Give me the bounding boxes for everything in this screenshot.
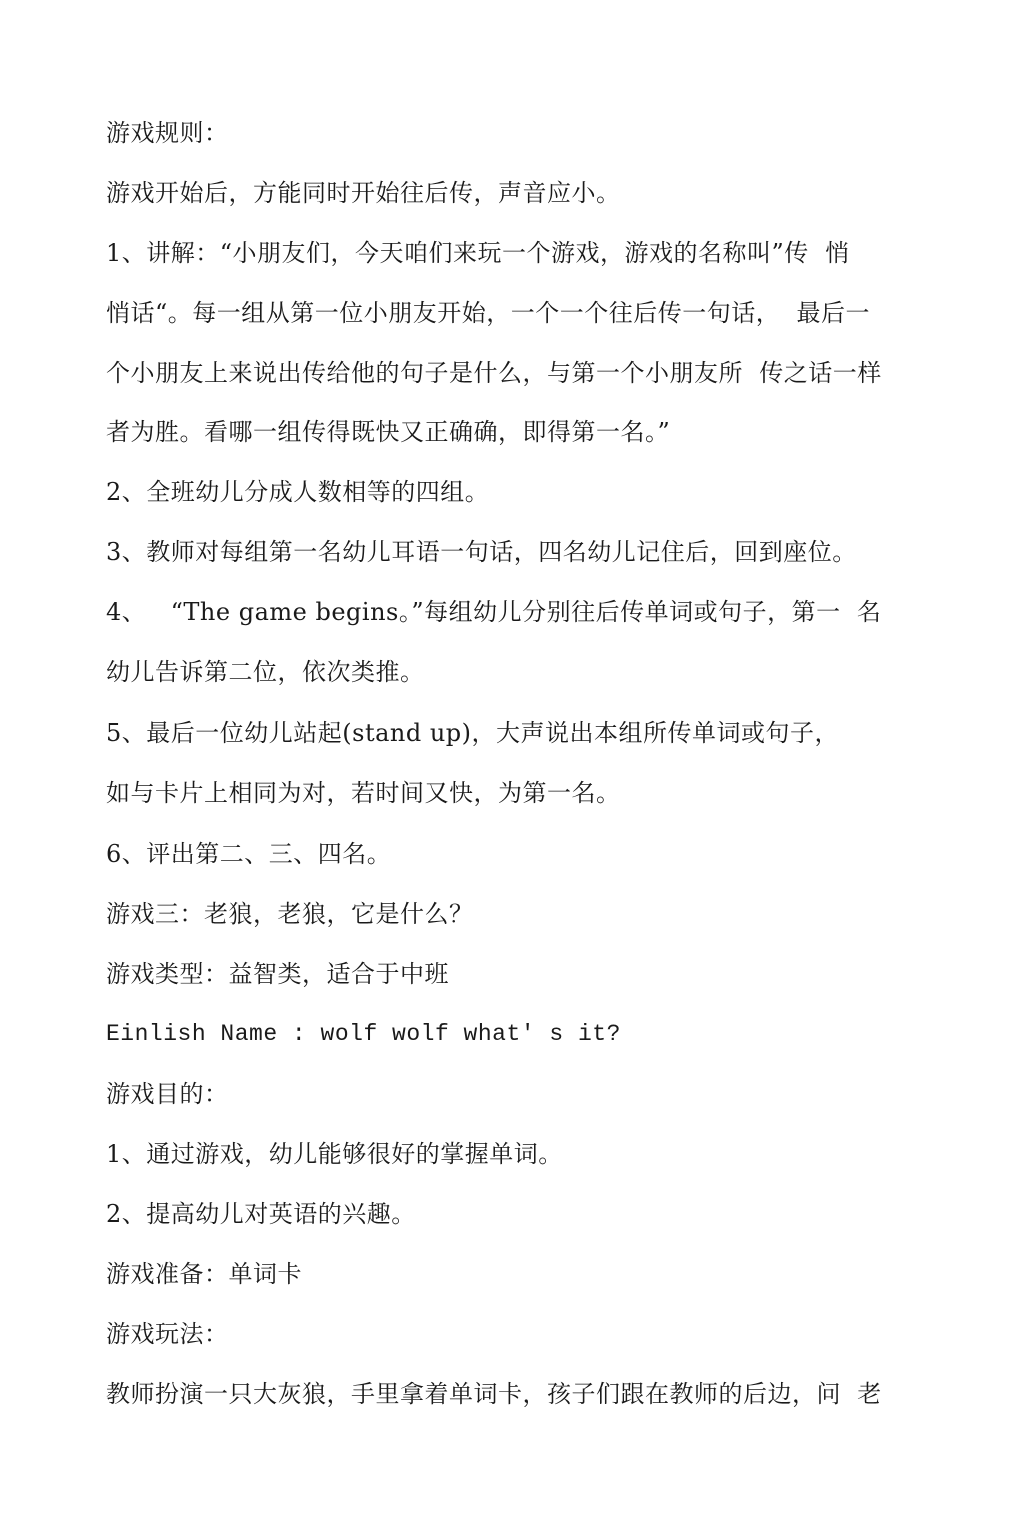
paragraph-line: 3、教师对每组第一名幼儿耳语一句话，四名幼儿记住后，回到座位。: [106, 538, 857, 566]
paragraph-line: 游戏开始后，方能同时开始往后传，声音应小。: [106, 179, 621, 207]
paragraph-line: 悄话“。每一组从第一位小朋友开始，一个一个往后传一句话， 最后一: [106, 299, 871, 327]
paragraph-line: 5、最后一位幼儿站起(stand up)，大声说出本组所传单词或句子，: [106, 719, 840, 747]
paragraph-line: 个小朋友上来说出传给他的句子是什么，与第一个小朋友所 传之话一样: [106, 359, 882, 387]
paragraph-line: 2、提高幼儿对英语的兴趣。: [106, 1200, 416, 1228]
paragraph-line: 1、通过游戏，幼儿能够很好的掌握单词。: [106, 1140, 563, 1168]
paragraph-line: 如与卡片上相同为对，若时间又快，为第一名。: [106, 779, 621, 807]
section-heading-game-play: 游戏玩法：: [106, 1320, 229, 1348]
paragraph-line: 者为胜。看哪一组传得既快又正确确，即得第一名。”: [106, 418, 671, 446]
paragraph-line: 4、 “The game begins。”每组幼儿分别往后传单词或句子，第一 名: [106, 598, 882, 626]
paragraph-line: 1、讲解：“小朋友们，今天咱们来玩一个游戏，游戏的名称叫”传 悄: [106, 239, 850, 267]
section-heading-game-rules: 游戏规则：: [106, 119, 229, 147]
paragraph-line: 幼儿告诉第二位，依次类推。: [106, 658, 425, 686]
paragraph-line: 教师扮演一只大灰狼，手里拿着单词卡，孩子们跟在教师的后边，问 老: [106, 1380, 882, 1408]
section-heading-game-three: 游戏三：老狼，老狼，它是什么？: [106, 900, 474, 928]
paragraph-line: 2、全班幼儿分成人数相等的四组。: [106, 478, 490, 506]
paragraph-line: 游戏类型：益智类，适合于中班: [106, 960, 449, 988]
paragraph-line: 6、评出第二、三、四名。: [106, 840, 392, 868]
english-name-line: Einlish Name : wolf wolf what' s it?: [106, 1021, 621, 1047]
paragraph-line: 游戏准备：单词卡: [106, 1260, 302, 1288]
section-heading-game-purpose: 游戏目的：: [106, 1080, 229, 1108]
